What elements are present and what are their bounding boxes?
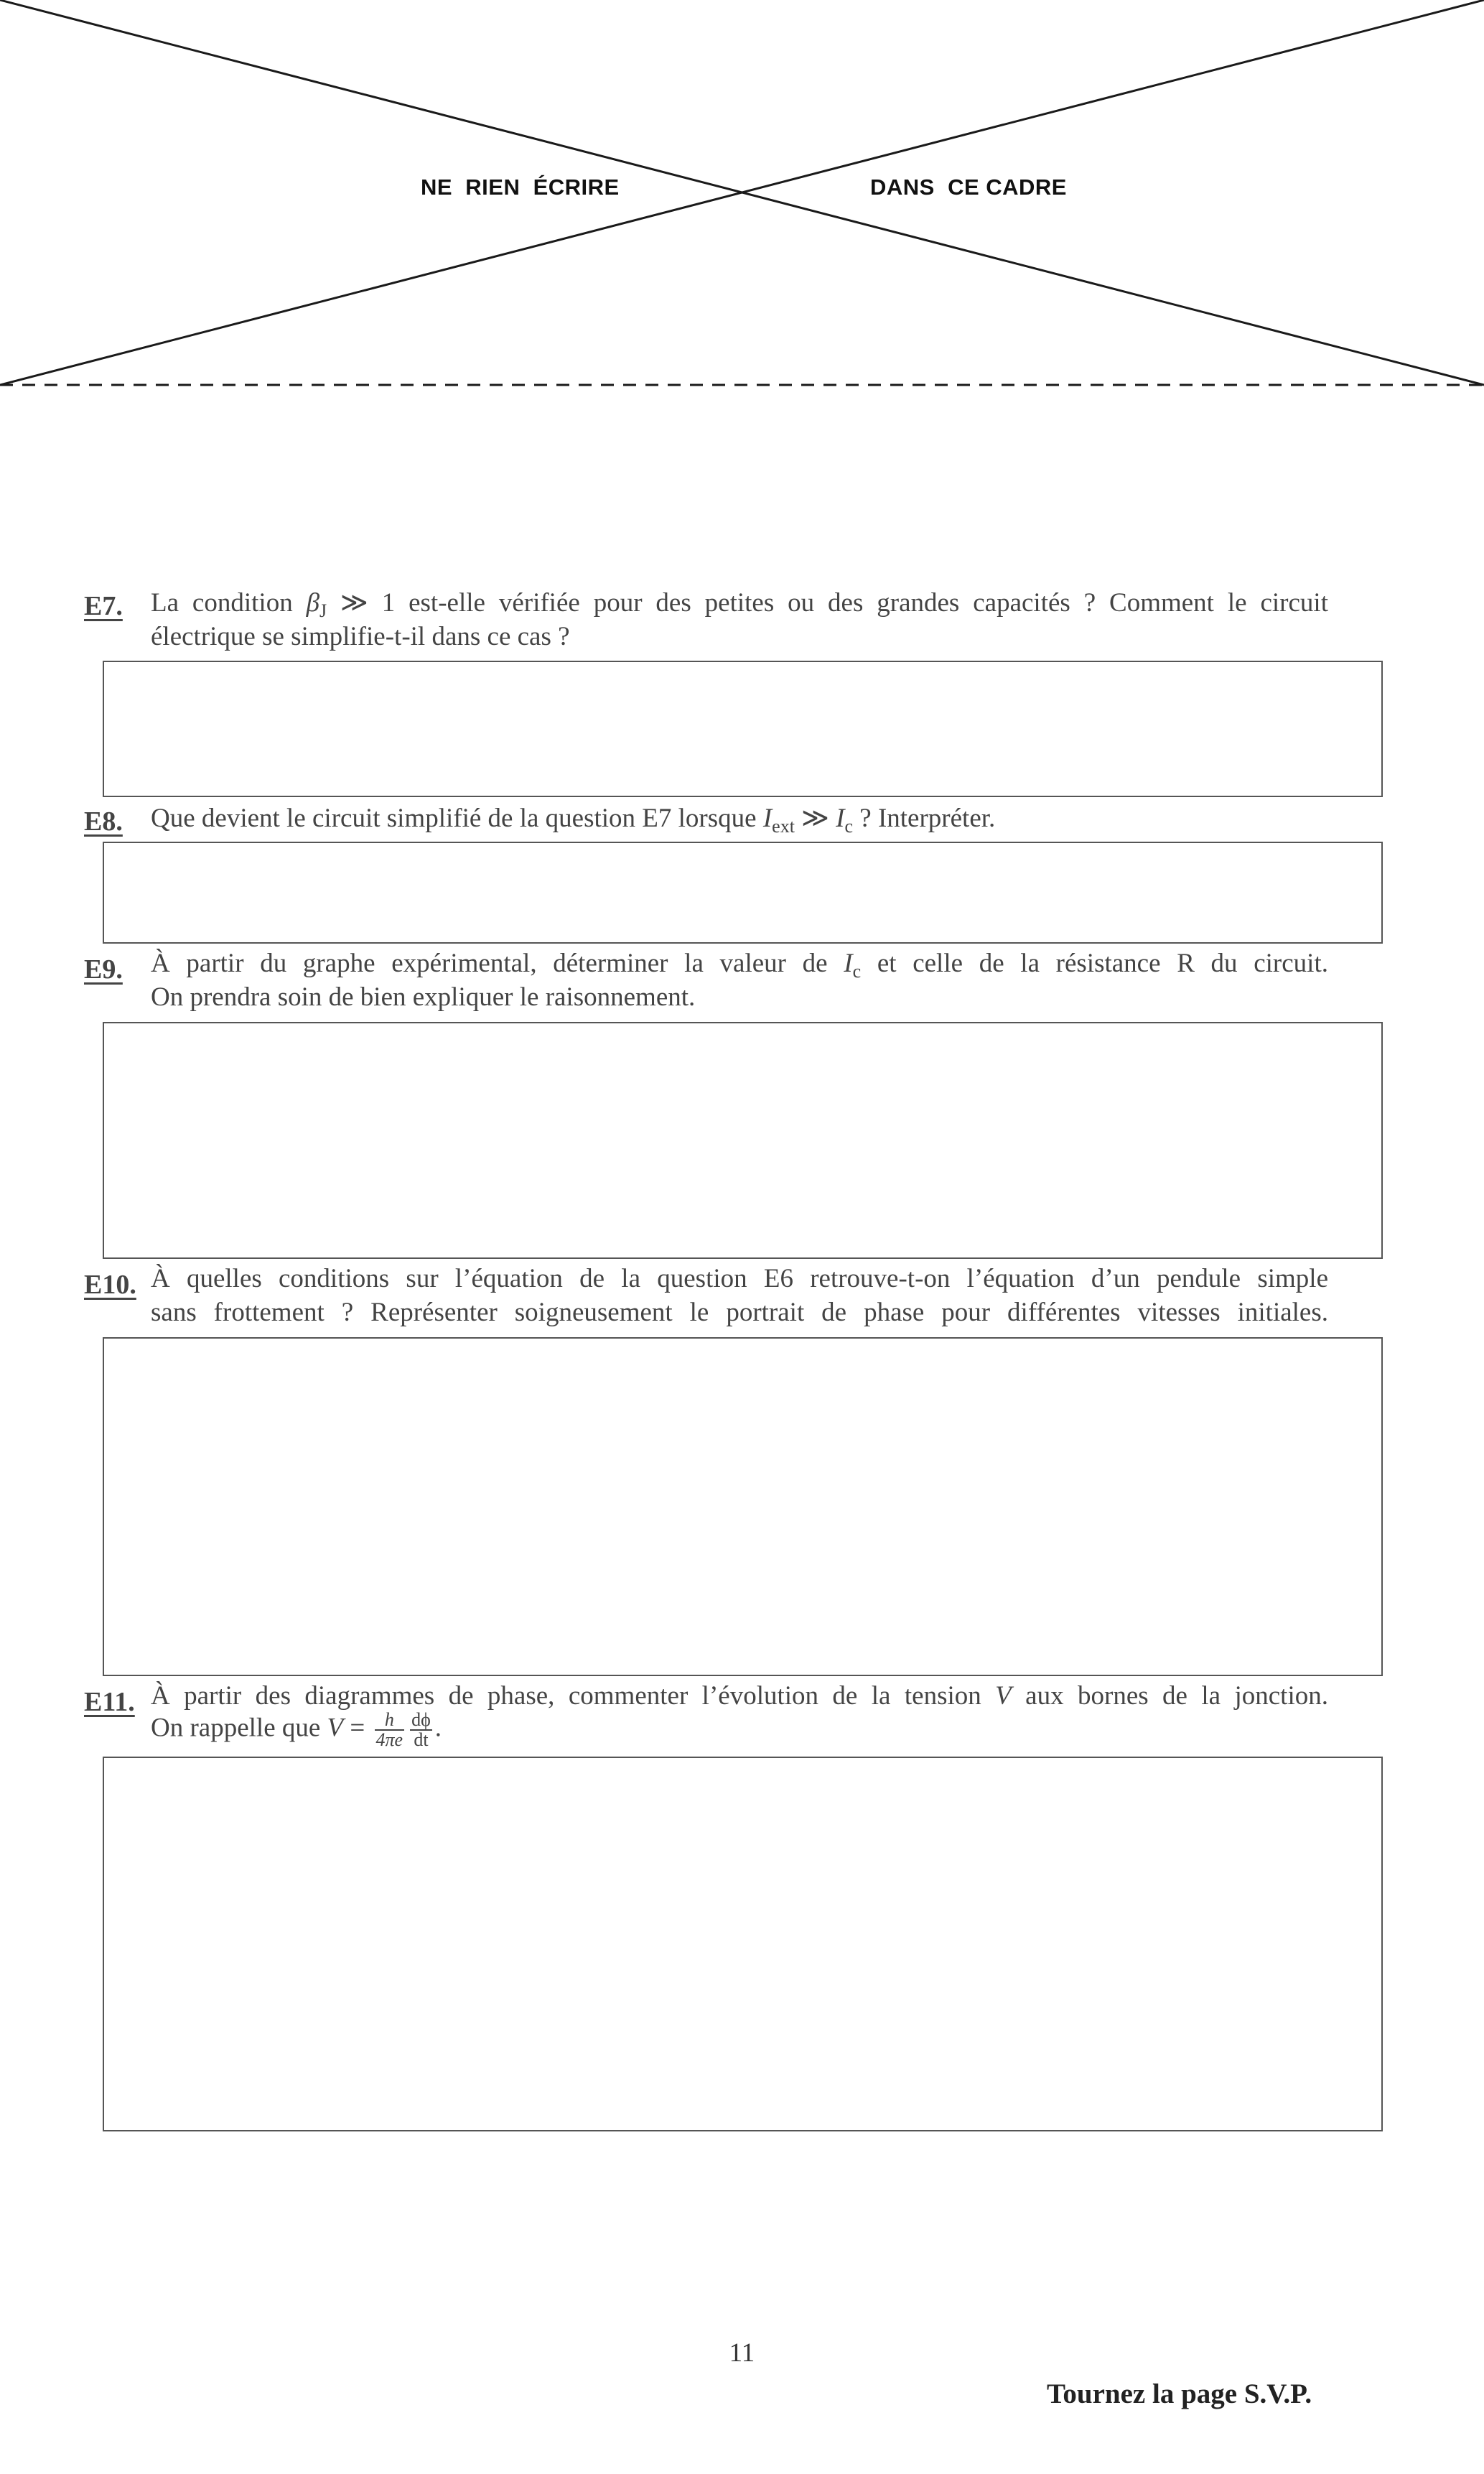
question-label-e7: E7. — [84, 591, 123, 621]
question-label-e11: E11. — [84, 1687, 135, 1717]
question-text-e10: À quelles conditions sur l’équation de la question E6 retrouve-t-on l’équation d’un pendule simple — [151, 1264, 1328, 1293]
question-text-e7-line2: électrique se simplifie-t-il dans ce cas ? — [151, 622, 570, 651]
no-write-zone — [0, 0, 1484, 402]
answer-box-e9[interactable] — [103, 1022, 1383, 1259]
question-label-e8: E8. — [84, 806, 123, 837]
no-write-label-left: NE RIEN ÉCRIRE — [421, 175, 620, 200]
fraction-h-over-4pi-e: $\frac{h}{4\pi e}$ — [375, 1709, 403, 1750]
turn-page-note: Tournez la page S.V.P. — [1047, 2378, 1312, 2409]
question-text-e9: À partir du graphe expérimental, déterminer la valeur de $I_c$ et celle de la résistance R du circuit. — [151, 949, 1328, 982]
question-text-e9-line2: On prendra soin de bien expliquer le raisonnement. — [151, 982, 696, 1012]
question-text-e7: La condition $\beta_J$ ≫ 1 est-elle vérifiée pour des petites ou des grandes capacités ? Comment le circuit — [151, 588, 1328, 621]
page-number: 11 — [729, 2338, 755, 2368]
fraction-dphi-over-dt: $\frac{d\phi}{dt}$ — [411, 1709, 431, 1750]
question-text-e10-line2: sans frottement ? Représenter soigneusement le portrait de phase pour différentes vitesses initiales. — [151, 1298, 1328, 1327]
answer-box-e8[interactable] — [103, 842, 1383, 944]
answer-box-e10[interactable] — [103, 1337, 1383, 1676]
question-label-e10: E10. — [84, 1270, 136, 1300]
answer-box-e11[interactable] — [103, 1757, 1383, 2131]
question-text-e11-line2: On rappelle que V = $\frac{h}{4\pi e}$ $\frac{d\phi}{dt}$ . — [151, 1709, 442, 1750]
question-text-e8: Que devient le circuit simplifié de la question E7 lorsque $I_{ext}$ ≫ $I_c$ ? Interpréter. — [151, 804, 996, 837]
question-text-e11: À partir des diagrammes de phase, commenter l’évolution de la tension V aux bornes de la jonction. — [151, 1681, 1328, 1711]
question-label-e9: E9. — [84, 954, 123, 985]
answer-box-e7[interactable] — [103, 661, 1383, 797]
no-write-label-right: DANS CE CADRE — [870, 175, 1067, 200]
